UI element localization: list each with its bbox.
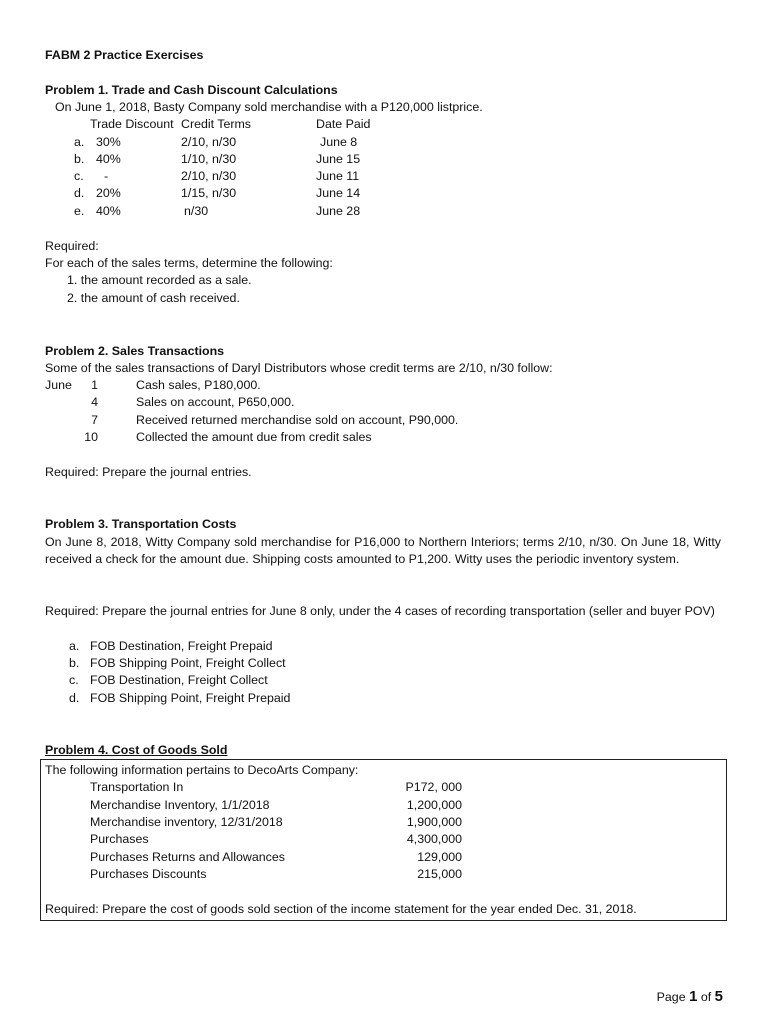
row-trade: 40% (96, 152, 121, 166)
document-title: FABM 2 Practice Exercises (45, 48, 204, 62)
page-word: Page (656, 990, 686, 1004)
row-date: June 15 (316, 152, 361, 166)
row-date: June 8 (320, 135, 358, 149)
current-page: 1 (689, 988, 698, 1005)
cogs-label: Transportation In (90, 780, 184, 794)
row-date: June 28 (316, 204, 361, 218)
row-credit: 2/10, n/30 (181, 135, 237, 149)
case-text: FOB Shipping Point, Freight Prepaid (90, 691, 291, 705)
cogs-value: 215,000 (417, 867, 462, 881)
header-credit-terms: Credit Terms (181, 117, 251, 131)
row-letter: d. (74, 186, 85, 200)
row-credit: n/30 (184, 204, 209, 218)
transaction-day: 4 (91, 395, 98, 409)
cogs-value: 4,300,000 (406, 832, 462, 846)
problem-1-required-text: For each of the sales terms, determine the following: (45, 256, 333, 270)
case-text: FOB Destination, Freight Prepaid (90, 639, 273, 653)
problem-1-intro: On June 1, 2018, Basty Company sold merchandise with a P120,000 listprice. (55, 100, 483, 114)
problem-3-body: On June 8, 2018, Witty Company sold merchandise for P16,000 to Northern Interiors; terms 2/10, n/30. On June 18, Witty received a check for the amount due. Shipping costs amounted to P1,200. Witty uses the periodic inventory system. (45, 535, 721, 567)
transaction-text: Received returned merchandise sold on account, P90,000. (136, 413, 459, 427)
row-credit: 1/10, n/30 (181, 152, 237, 166)
cogs-label: Purchases Returns and Allowances (90, 850, 285, 864)
cogs-label: Purchases (90, 832, 149, 846)
row-trade: - (104, 169, 109, 183)
problem-1-item: 1. the amount recorded as a sale. (67, 273, 252, 287)
row-letter: b. (74, 152, 85, 166)
problem-4-required: Required: Prepare the cost of goods sold section of the income statement for the year ended Dec. 31, 2018. (45, 902, 637, 916)
row-credit: 2/10, n/30 (181, 169, 237, 183)
header-trade-discount: Trade Discount (90, 117, 174, 131)
problem-3-required: Required: Prepare the journal entries for June 8 only, under the 4 cases of recording transportation (seller and buyer POV) (45, 604, 715, 618)
case-letter: d. (69, 691, 80, 705)
cogs-value: 1,900,000 (406, 815, 462, 829)
transaction-text: Cash sales, P180,000. (136, 378, 261, 392)
row-trade: 30% (96, 135, 121, 149)
cogs-value: P172, 000 (405, 780, 462, 794)
row-date: June 14 (316, 186, 361, 200)
problem-2-required: Required: Prepare the journal entries. (45, 465, 252, 479)
cogs-value: 1,200,000 (406, 798, 462, 812)
problem-4-title: Problem 4. Cost of Goods Sold (45, 743, 228, 757)
case-letter: a. (69, 639, 80, 653)
row-credit: 1/15, n/30 (181, 186, 237, 200)
problem-2-title: Problem 2. Sales Transactions (45, 344, 225, 358)
transaction-day: 10 (84, 430, 98, 444)
problem-4-intro: The following information pertains to DecoArts Company: (45, 763, 359, 777)
transaction-day: 1 (91, 378, 98, 392)
page-number (657, 988, 723, 1006)
cogs-label: Purchases Discounts (90, 867, 207, 881)
cogs-label: Merchandise inventory, 12/31/2018 (90, 815, 283, 829)
total-pages: 5 (714, 988, 723, 1005)
case-letter: b. (69, 656, 80, 670)
case-text: FOB Shipping Point, Freight Collect (90, 656, 286, 670)
row-letter: c. (74, 169, 84, 183)
case-text: FOB Destination, Freight Collect (90, 673, 268, 687)
problem-3-title: Problem 3. Transportation Costs (45, 517, 237, 531)
transaction-day: 7 (91, 413, 98, 427)
of-word: of (700, 990, 712, 1004)
row-date: June 11 (316, 169, 360, 183)
case-letter: c. (69, 673, 79, 687)
row-trade: 40% (96, 204, 121, 218)
problem-1-title: Problem 1. Trade and Cash Discount Calculations (45, 83, 338, 97)
problem-2-month: June (45, 378, 72, 392)
transaction-text: Sales on account, P650,000. (136, 395, 295, 409)
row-letter: e. (74, 204, 85, 218)
row-trade: 20% (96, 186, 121, 200)
problem-1-required-label: Required: (45, 239, 99, 253)
cogs-label: Merchandise Inventory, 1/1/2018 (90, 798, 270, 812)
problem-2-intro: Some of the sales transactions of Daryl Distributors whose credit terms are 2/10, n/30 follow: (45, 361, 553, 375)
row-letter: a. (74, 135, 85, 149)
transaction-text: Collected the amount due from credit sales (136, 430, 372, 444)
cogs-value: 129,000 (417, 850, 462, 864)
header-date-paid: Date Paid (316, 117, 371, 131)
problem-1-item: 2. the amount of cash received. (67, 291, 240, 305)
